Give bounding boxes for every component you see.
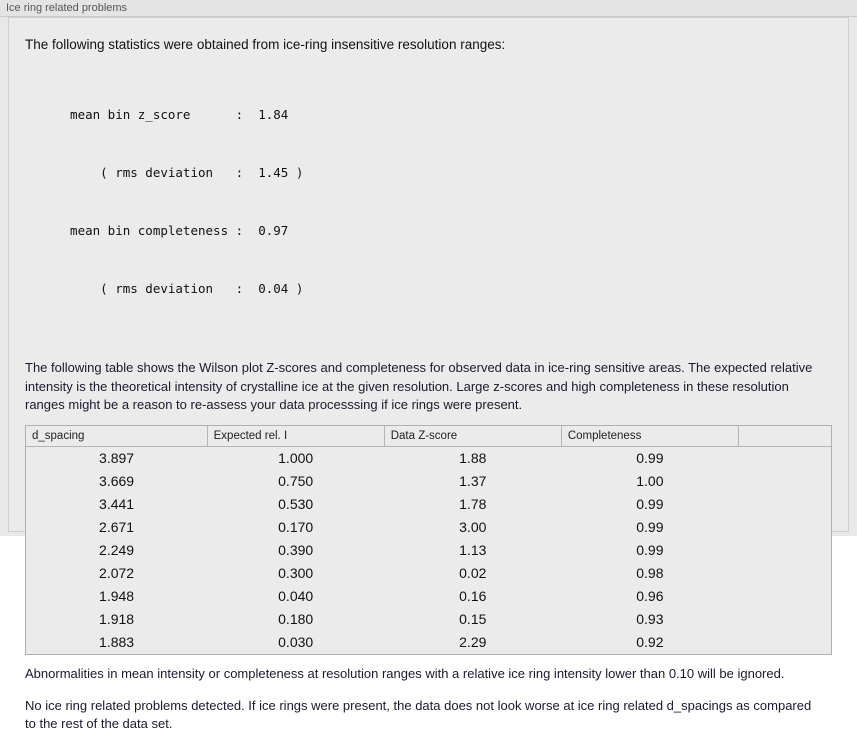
conclusion-text: No ice ring related problems detected. If ice rings were present, the data does not look worse at ice ring related d_spacings as compared to the rest of the data set.	[25, 698, 812, 732]
cell-empty	[738, 562, 831, 585]
cell-completeness: 0.99	[636, 519, 664, 536]
cell-expected-rel-i: 0.040	[278, 588, 314, 605]
column-header-expected-rel-i[interactable]: Expected rel. I	[207, 426, 384, 447]
cell-data-z-score: 1.78	[459, 496, 487, 513]
table-row[interactable]	[26, 470, 831, 493]
cell-d-spacing: 2.249	[99, 542, 135, 559]
cell-data-z-score: 0.16	[459, 588, 487, 605]
cell-expected-rel-i: 0.030	[278, 634, 314, 651]
table-row[interactable]	[26, 446, 831, 470]
cell-d-spacing: 3.897	[99, 450, 135, 467]
stat-line-rms-deviation-z: ( rms deviation : 1.45 )	[55, 165, 304, 181]
cell-expected-rel-i: 0.750	[278, 473, 314, 490]
cell-expected-rel-i: 0.530	[278, 496, 314, 513]
cell-data-z-score: 0.15	[459, 611, 487, 628]
column-header-completeness[interactable]: Completeness	[561, 426, 738, 447]
column-header-empty[interactable]	[738, 426, 831, 447]
stat-line-rms-deviation-completeness: ( rms deviation : 0.04 )	[55, 281, 304, 297]
cell-completeness: 0.99	[636, 542, 664, 559]
window-titlebar	[0, 0, 857, 17]
column-header-d-spacing[interactable]: d_spacing	[26, 426, 207, 447]
cell-expected-rel-i: 1.000	[278, 450, 314, 467]
intro-text: The following statistics were obtained from ice-ring insensitive resolution ranges:	[25, 37, 506, 52]
table-body	[26, 446, 831, 654]
cell-empty	[738, 631, 831, 654]
cell-empty	[738, 516, 831, 539]
cell-data-z-score: 3.00	[459, 519, 487, 536]
cell-d-spacing: 2.671	[99, 519, 135, 536]
table-row[interactable]	[26, 539, 831, 562]
table-header-row	[26, 426, 831, 447]
cell-d-spacing: 1.918	[99, 611, 135, 628]
cell-completeness: 0.98	[636, 565, 664, 582]
cell-empty	[738, 493, 831, 516]
table-row[interactable]	[26, 516, 831, 539]
cell-completeness: 0.92	[636, 634, 664, 651]
cell-d-spacing: 1.883	[99, 634, 135, 651]
stat-line-mean-completeness: mean bin completeness : 0.97	[55, 223, 289, 239]
cell-d-spacing: 3.441	[99, 496, 135, 513]
cell-expected-rel-i: 0.170	[278, 519, 314, 536]
cell-d-spacing: 1.948	[99, 588, 135, 605]
cell-completeness: 0.99	[636, 450, 664, 467]
table-row[interactable]	[26, 631, 831, 654]
table-row[interactable]	[26, 493, 831, 516]
window-title: Ice ring related problems	[6, 2, 128, 14]
cell-completeness: 1.00	[636, 473, 664, 490]
cell-data-z-score: 0.02	[459, 565, 487, 582]
abnormalities-note: Abnormalities in mean intensity or completeness at resolution ranges with a relative ice ring intensity lower than 0.10 will be ignored.	[25, 665, 785, 681]
cell-data-z-score: 1.88	[459, 450, 487, 467]
stat-line-mean-z-score: mean bin z_score : 1.84	[55, 106, 289, 122]
cell-d-spacing: 3.669	[99, 473, 135, 490]
cell-completeness: 0.96	[636, 588, 664, 605]
cell-empty	[738, 585, 831, 608]
description-text: The following table shows the Wilson plot Z-scores and completeness for observed data in ice-ring sensitive areas. The expected relative intensity is the theoretical intensity of crystalline ice at the given resolution. Large z-scores and high completeness in these resolution ranges might be a reason to re-assess your data processsing if ice rings were present.	[25, 360, 813, 413]
cell-expected-rel-i: 0.390	[278, 542, 314, 559]
cell-empty	[738, 446, 831, 470]
cell-empty	[738, 470, 831, 493]
cell-d-spacing: 2.072	[99, 565, 135, 582]
ice-ring-table	[25, 425, 832, 655]
cell-data-z-score: 1.13	[459, 542, 487, 559]
cell-empty	[738, 539, 831, 562]
content-panel	[8, 17, 849, 732]
statistics-block	[55, 66, 832, 337]
cell-data-z-score: 2.29	[459, 634, 487, 651]
cell-data-z-score: 1.37	[459, 473, 487, 490]
cell-completeness: 0.93	[636, 611, 664, 628]
cell-expected-rel-i: 0.180	[278, 611, 314, 628]
table-row[interactable]	[26, 608, 831, 631]
table-row[interactable]	[26, 562, 831, 585]
cell-empty	[738, 608, 831, 631]
cell-expected-rel-i: 0.300	[278, 565, 314, 582]
table-row[interactable]	[26, 585, 831, 608]
cell-completeness: 0.99	[636, 496, 664, 513]
column-header-data-z-score[interactable]: Data Z-score	[384, 426, 561, 447]
